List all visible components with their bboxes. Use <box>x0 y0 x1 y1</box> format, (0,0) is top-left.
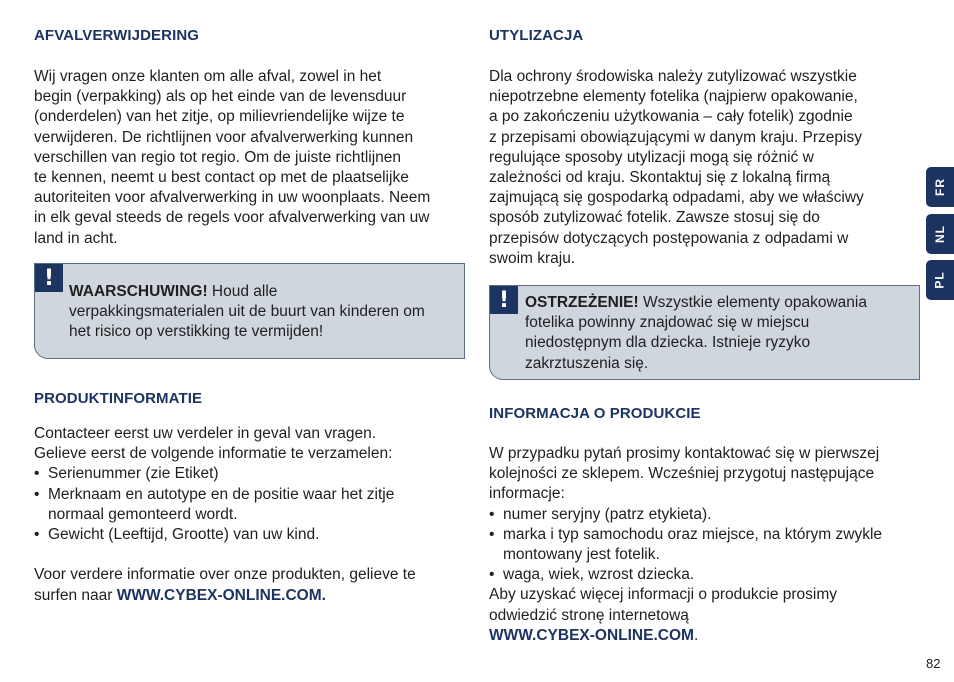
text-line: te kennen, neemt u best contact op met de plaatselijke <box>34 169 409 187</box>
text-line: Aby uzyskać więcej informacji o produkcie prosimy <box>489 586 838 604</box>
product-heading-nl: PRODUKTINFORMATIE <box>34 390 203 407</box>
warning-box-pl <box>489 285 920 380</box>
list-item: • Merknaam en autotype en de positie waar het zitje <box>34 485 416 505</box>
warning-first-line <box>525 293 867 313</box>
text-line: W przypadku pytań prosimy kontaktować się w pierwszej <box>489 445 880 462</box>
text-line: zajmującą się gospodarką odpadami, aby we właściwy <box>489 189 864 207</box>
text-line: Contacteer eerst uw verdeler in geval van vragen. <box>34 425 377 442</box>
bullet-dot: • <box>34 465 40 483</box>
website-link-pl[interactable]: WWW.CYBEX-ONLINE.COM <box>489 626 694 644</box>
text-line: sposób zutylizować fotelik. Zawsze stosuj się do <box>489 209 820 227</box>
bullet-dot: • <box>489 525 495 543</box>
text-line: in elk geval steeds de regels voor afvalverwerking van uw <box>34 209 430 227</box>
bullet-dot: • <box>34 526 40 544</box>
list-item: • waga, wiek, wzrost dziecka. <box>489 565 882 585</box>
text-line: verwijderen. De richtlijnen voor afvalverwerking kunnen <box>34 128 414 146</box>
disposal-text-pl <box>489 67 864 269</box>
warning-text-pl <box>525 293 867 374</box>
product-heading-pl: INFORMACJA O PRODUKCIE <box>489 405 701 422</box>
text-line: surfen naar WWW.CYBEX-ONLINE.COM. <box>34 586 326 604</box>
language-tab-nl[interactable]: NL <box>926 214 954 254</box>
text-line: verschillen van regio tot regio. Om de juiste richtlijnen <box>34 148 402 166</box>
text-line: przepisów dotyczących postępowania z odpadami w <box>489 229 849 247</box>
page-number: 82 <box>926 656 941 671</box>
text-line: niepotrzebne elementy fotelika (najpierw opakowanie, <box>489 88 858 106</box>
list-item: • Serienummer (zie Etiket) <box>34 464 416 484</box>
bullet-dot: • <box>489 505 495 523</box>
text-line: Voor verdere informatie over onze produkten, gelieve te <box>34 566 416 584</box>
warning-label: WAARSCHUWING! <box>69 283 208 300</box>
text-line: Dla ochrony środowiska należy zutylizować wszystkie <box>489 68 857 85</box>
bullet-dot: • <box>489 566 495 584</box>
warning-exclamation-icon: ! <box>490 286 518 314</box>
text-line: Wij vragen onze klanten om alle afval, zowel in het <box>34 68 382 85</box>
language-tab-fr[interactable]: FR <box>926 167 954 207</box>
list-item-continuation: montowany jest fotelik. <box>503 546 660 564</box>
language-tab-pl[interactable]: PL <box>926 260 954 300</box>
spacer <box>34 545 416 565</box>
text-line: informacje: <box>489 485 565 503</box>
text-line: verpakkingsmaterialen uit de buurt van kinderen om <box>69 303 425 321</box>
text-line: WWW.CYBEX-ONLINE.COM. <box>489 626 699 644</box>
list-item-continuation: normaal gemonteerd wordt. <box>48 505 238 523</box>
text-line: kolejności ze sklepem. Wcześniej przygotuj następujące <box>489 465 875 483</box>
text-line: fotelika powinny znajdować się w miejscu <box>525 314 810 332</box>
bullet-dot: • <box>34 485 40 503</box>
warning-first-line <box>69 282 425 302</box>
warning-box-nl <box>34 263 465 359</box>
text-line: land in acht. <box>34 229 118 247</box>
text-line: a po zakończeniu użytkowania – cały fotelik) zgodnie <box>489 108 853 126</box>
text-line: (onderdelen) van het zitje, op milievriendelijke wijze te <box>34 108 405 126</box>
text-line: zakrztuszenia się. <box>525 354 649 372</box>
text-line: regulujące sposoby utylizacji mogą się różnić w <box>489 148 814 166</box>
list-item: • marka i typ samochodu oraz miejsce, na którym zwykle <box>489 525 882 545</box>
text-line: z przepisami obowiązującymi w danym kraju. Przepisy <box>489 128 862 146</box>
text-line: het risico op verstikking te vermijden! <box>69 323 324 341</box>
warning-first-line-rest: Houd alle <box>207 283 278 300</box>
disposal-heading-pl: UTYLIZACJA <box>489 27 584 44</box>
product-text-nl <box>34 424 416 606</box>
text-line: zależności od kraju. Skontaktuj się z lokalną firmą <box>489 169 831 187</box>
text-line: niedostępnym dla dziecka. Istnieje ryzyko <box>525 334 811 352</box>
list-item: • numer seryjny (patrz etykieta). <box>489 505 882 525</box>
website-link-nl[interactable]: WWW.CYBEX-ONLINE.COM. <box>116 586 326 604</box>
text-line: begin (verpakking) als op het einde van de levensduur <box>34 88 407 106</box>
text-line: odwiedzić stronę internetową <box>489 606 689 624</box>
warning-first-line-rest: Wszystkie elementy opakowania <box>638 294 867 311</box>
warning-label: OSTRZEŻENIE! <box>525 294 639 311</box>
list-item: • Gewicht (Leeftijd, Grootte) van uw kind. <box>34 525 416 545</box>
disposal-text-nl <box>34 67 430 249</box>
disposal-heading-nl: AFVALVERWIJDERING <box>34 27 200 44</box>
text-line: Gelieve eerst de volgende informatie te verzamelen: <box>34 445 393 463</box>
warning-text-nl <box>69 282 425 343</box>
text-line: autoriteiten voor afvalverwerking in uw woonplaats. Neem <box>34 189 431 207</box>
product-text-pl <box>489 444 882 646</box>
warning-exclamation-icon: ! <box>35 264 63 292</box>
text-line: swoim kraju. <box>489 249 576 267</box>
